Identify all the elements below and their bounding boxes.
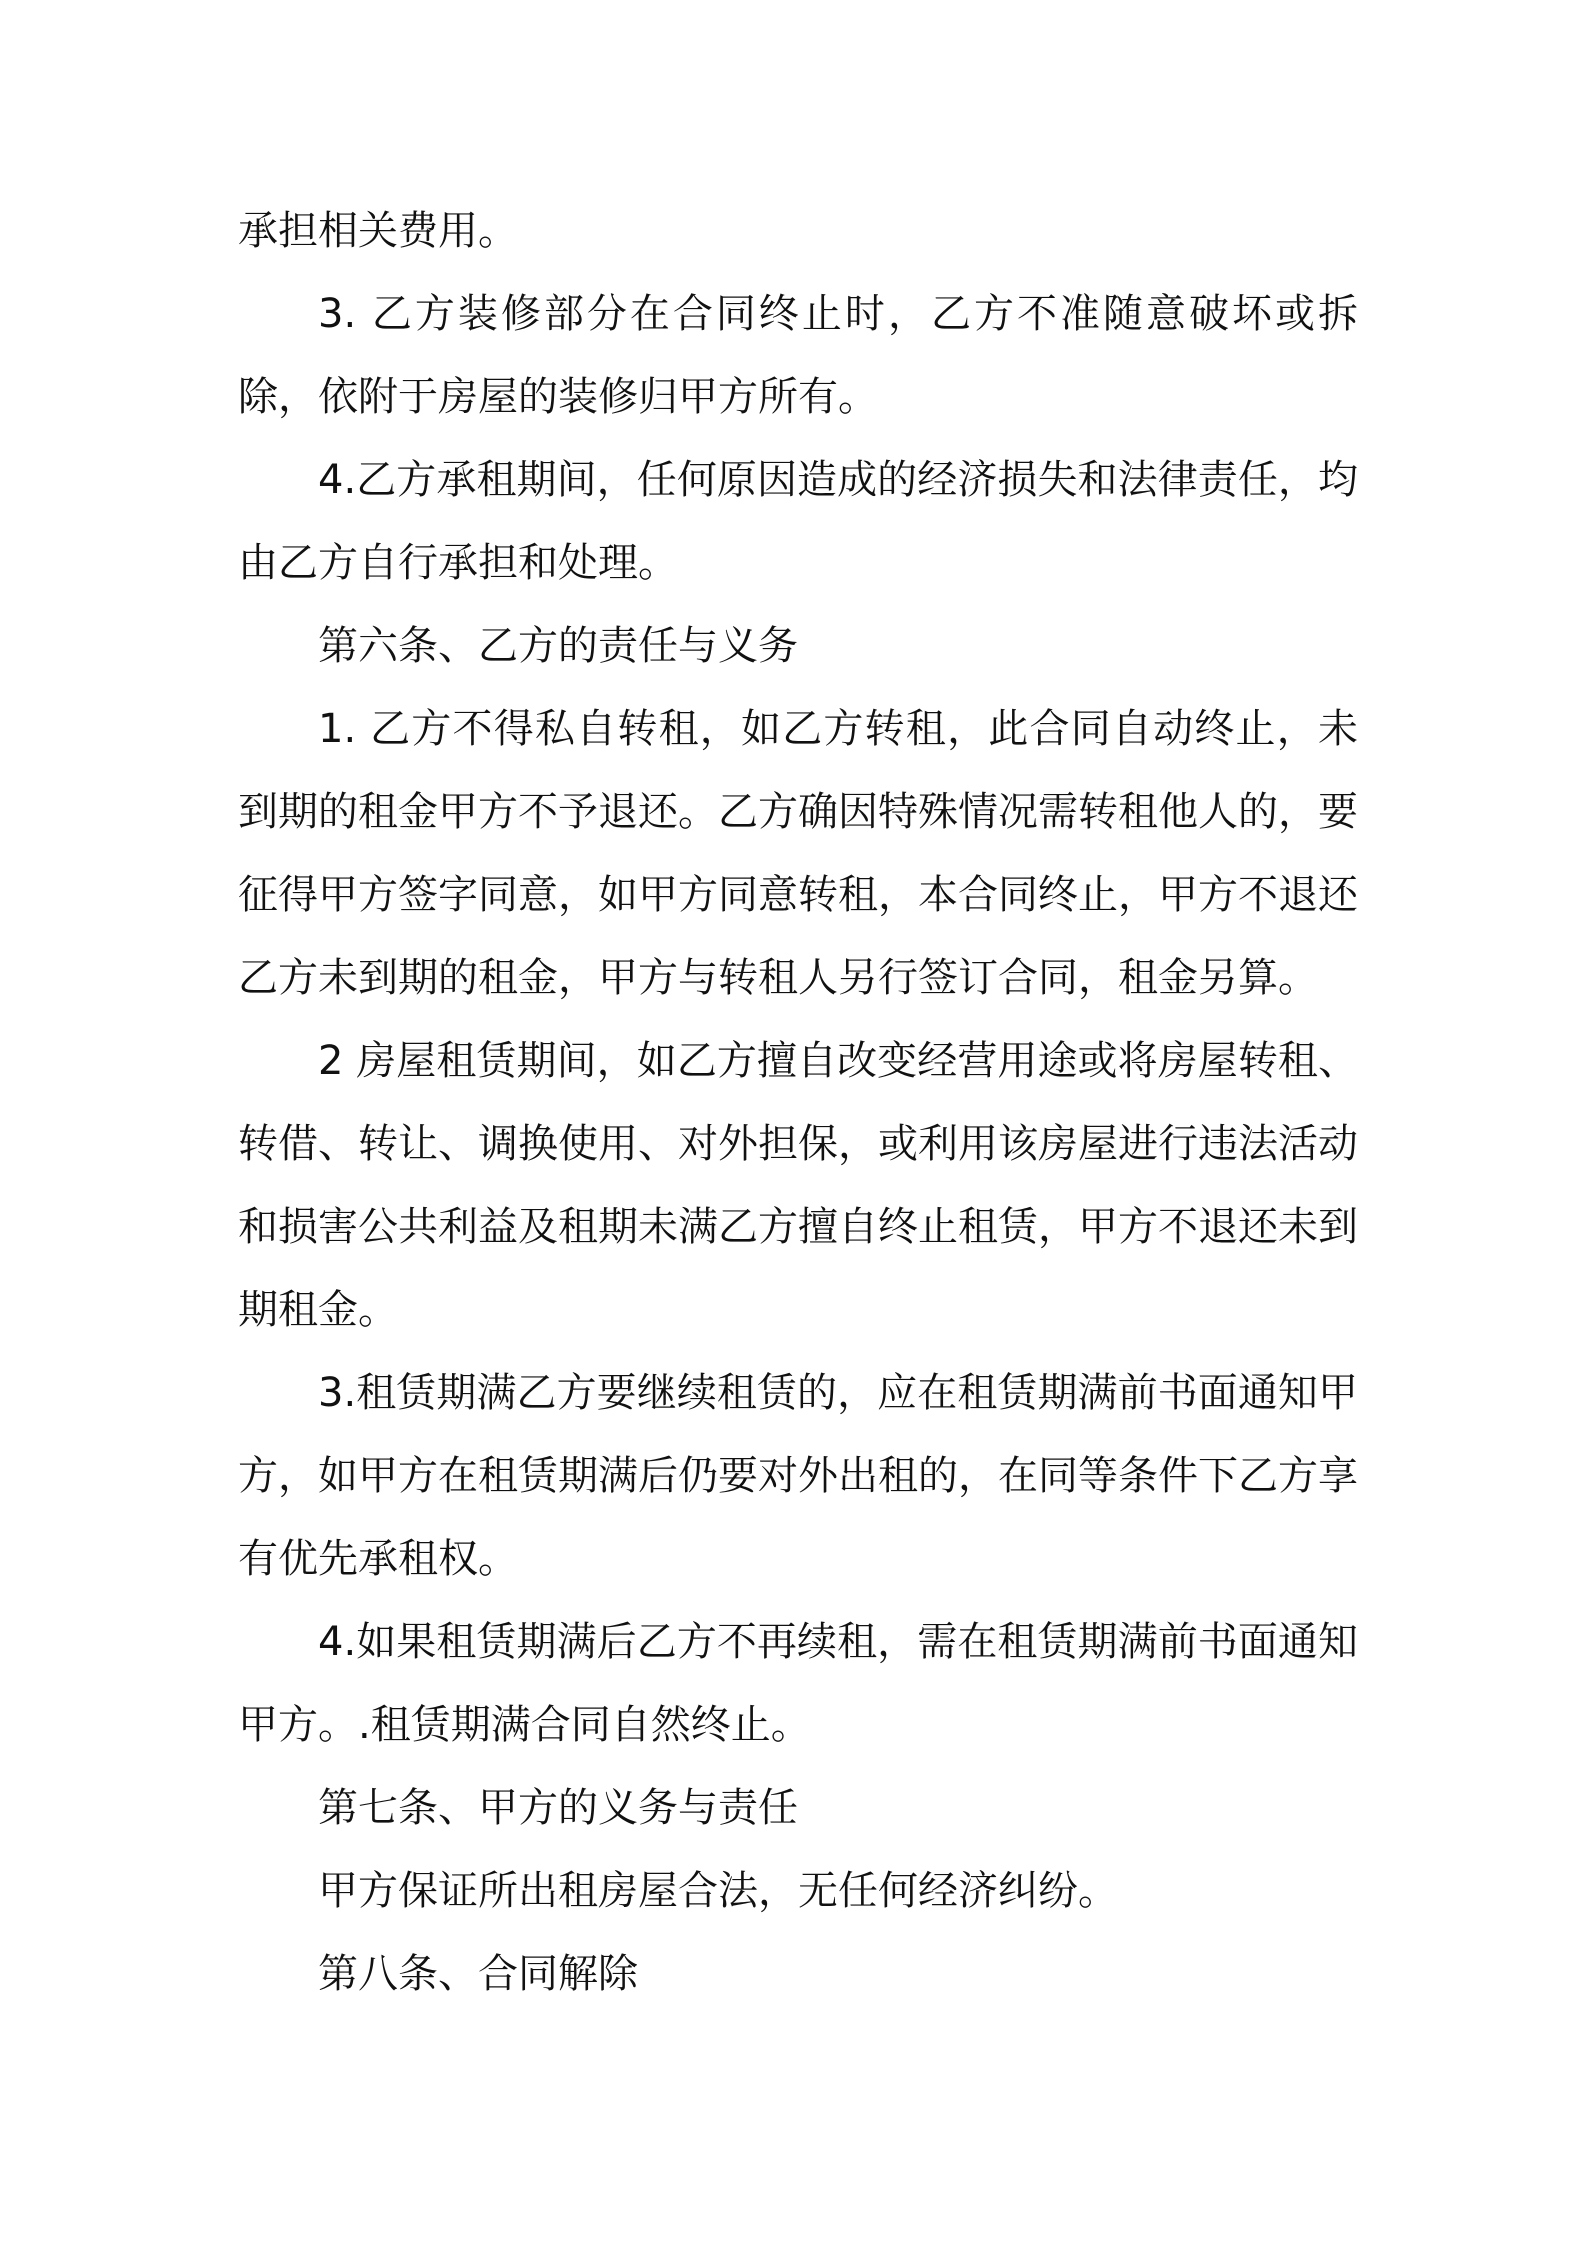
paragraph-misuse-clause: 2 房屋租赁期间，如乙方擅自改变经营用途或将房屋转租、转借、转让、调换使用、对外担保，或利用该房屋进行违法活动和损害公共利益及租期未满乙方擅自终止租赁，甲方不退还未到期租金。: [238, 1038, 1358, 1333]
paragraph-liability-clause: 4.乙方承租期间，任何原因造成的经济损失和法律责任，均由乙方自行承担和处理。: [238, 457, 1358, 586]
paragraph-sublease-clause: 1. 乙方不得私自转租，如乙方转租，此合同自动终止，未到期的租金甲方不予退还。乙方确因特殊情况需转租他人的，要征得甲方签字同意，如甲方同意转租，本合同终止，甲方不退还乙方未到期的租金，甲方与转租人另行签订合同，租金另算。: [238, 706, 1358, 1001]
section-heading-article-6: 第六条、乙方的责任与义务: [318, 623, 798, 669]
section-heading-article-7: 第七条、甲方的义务与责任: [318, 1785, 798, 1831]
document-body: [238, 190, 1358, 2016]
section-heading-article-8: 第八条、合同解除: [318, 1951, 638, 1997]
paragraph-fee-continuation: 承担相关费用。: [238, 208, 518, 254]
paragraph-landlord-guarantee: 甲方保证所出租房屋合法，无任何经济纠纷。: [318, 1868, 1118, 1914]
paragraph-renewal-clause: 3.租赁期满乙方要继续租赁的，应在租赁期满前书面通知甲方，如甲方在租赁期满后仍要对外出租的，在同等条件下乙方享有优先承租权。: [238, 1370, 1358, 1582]
paragraph-renovation-clause: 3. 乙方装修部分在合同终止时，乙方不准随意破坏或拆除，依附于房屋的装修归甲方所有。: [238, 291, 1358, 420]
paragraph-termination-notice-clause: 4.如果租赁期满后乙方不再续租，需在租赁期满前书面通知甲方。.租赁期满合同自然终止。: [238, 1619, 1358, 1748]
